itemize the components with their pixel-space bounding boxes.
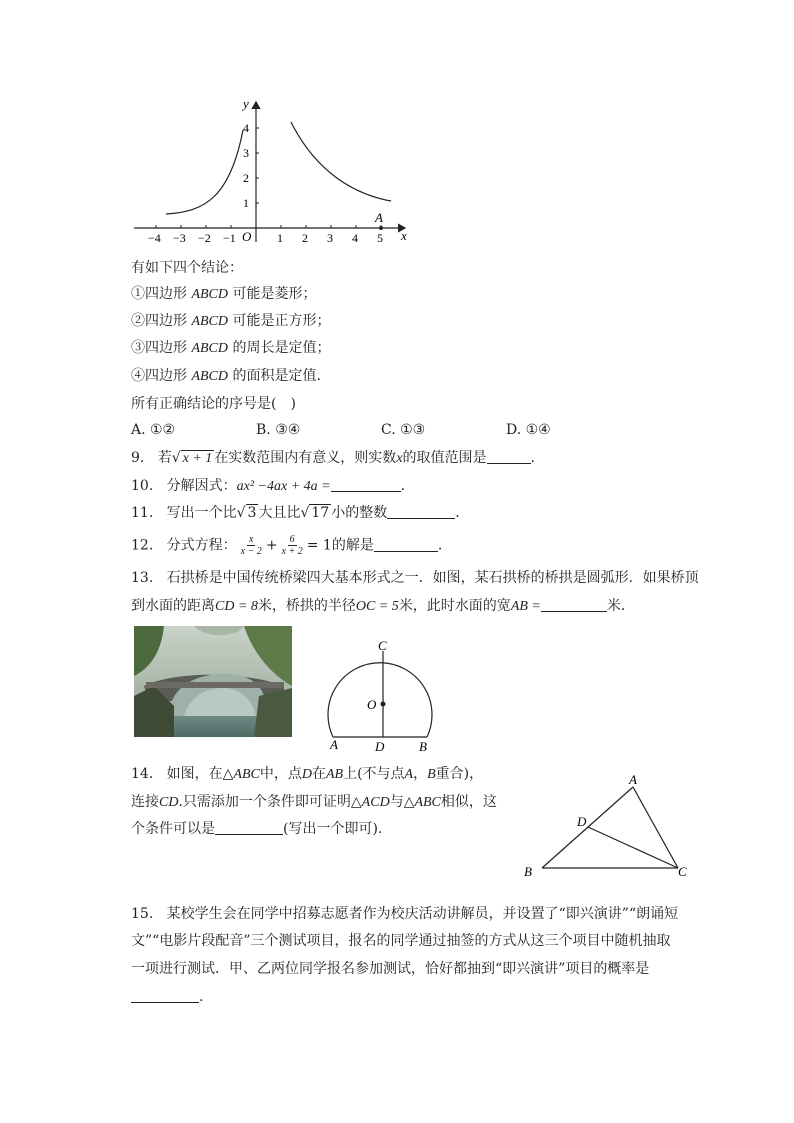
question-14-line-3: 个条件可以是 (写出一个即可). [131, 821, 383, 837]
label-o: O [367, 697, 377, 712]
x-tick-label: 3 [327, 231, 333, 245]
stone-bridge-photo [134, 626, 292, 737]
label-d: D [375, 739, 385, 754]
question-15-line-3: 一项进行测试．甲、乙两位同学报名参加测试，恰好都抽到“即兴演讲”项目的概率是 [131, 961, 650, 977]
label-b: B [419, 739, 427, 754]
question-11: 11. 写出一个比√ 3 大且比√ 17 小的整数 . [131, 505, 460, 521]
segment-cd [588, 827, 678, 868]
y-tick-label: 3 [243, 146, 249, 160]
y-tick-label: 1 [243, 196, 249, 210]
x-tick-label: −3 [173, 231, 186, 245]
x-tick-label: −4 [148, 231, 161, 245]
x-tick-label: −1 [223, 231, 236, 245]
question-10: 10. 分解因式：ax² −4ax + 4a = . [131, 478, 406, 494]
question-14-line-1: 14. 如图，在△ABC中，点D在AB上(不与点A，B重合)， [131, 766, 484, 782]
q8-conclusion-4: ④四边形 ABCD 的面积是定值. [131, 368, 321, 384]
y-tick-label: 4 [243, 121, 249, 135]
question-15-line-2: 文”“电影片段配音”三个测试项目，报名的同学通过抽签的方式从这三个项目中随机抽取 [131, 933, 671, 949]
q8-option-b: B. ③④ [256, 422, 301, 438]
point-a [379, 226, 383, 230]
side-ab [542, 787, 633, 868]
label-a: A [330, 737, 338, 752]
q8-question: 所有正确结论的序号是( ) [131, 396, 296, 412]
question-15-line-4: . [131, 987, 203, 1007]
point-a-label: A [375, 210, 383, 225]
label-a: A [629, 772, 637, 787]
left-branch-curve [166, 130, 243, 214]
y-tick-label: 2 [243, 171, 249, 185]
x-tick-label: 2 [302, 231, 308, 245]
q8-option-d: D. ①④ [506, 422, 551, 438]
triangle-diagram [520, 772, 695, 882]
q8-option-c: C. ①③ [381, 422, 426, 438]
question-13-line-1: 13. 石拱桥是中国传统桥梁四大基本形式之一．如图，某石拱桥的桥拱是圆弧形．如果桥顶 [131, 570, 699, 586]
q8-conclusion-1: ①四边形 ABCD 可能是菱形； [131, 286, 317, 302]
origin-label: O [242, 229, 252, 244]
q8-conclusion-3: ③四边形 ABCD 的周长是定值； [131, 340, 331, 356]
x-tick-label: 5 [377, 231, 383, 245]
x-tick-label: −2 [198, 231, 211, 245]
q8-option-a: A. ①② [131, 422, 176, 438]
question-13-line-2: 到水面的距离CD = 8米，桥拱的半径OC = 5米，此时水面的宽AB = 米． [131, 598, 635, 614]
function-graph [130, 92, 420, 247]
arch-arc [328, 663, 432, 737]
question-15-line-1: 15. 某校学生会在同学中招募志愿者作为校庆活动讲解员，并设置了“即兴演讲”“朗诵短 [131, 906, 679, 922]
arch-diagram [325, 636, 445, 756]
q8-conclusion-2: ②四边形 ABCD 可能是正方形； [131, 313, 331, 329]
label-c: C [378, 638, 387, 653]
question-14-line-2: 连接CD.只需添加一个条件即可证明△ACD与△ABC相似，这 [131, 794, 497, 810]
label-d: D [577, 814, 587, 829]
x-tick-label: 1 [277, 231, 283, 245]
q8-intro: 有如下四个结论： [131, 260, 243, 276]
side-ac [633, 787, 678, 868]
label-c: C [678, 864, 687, 879]
question-12: 12. 分式方程： $\frac{x}{x - 2}$ + $\frac{6}{x + 2}$ = 1的解是 . [131, 534, 443, 557]
y-axis-label: y [243, 96, 249, 111]
x-axis-label: x [401, 228, 407, 243]
label-b: B [524, 864, 532, 879]
center-o [381, 702, 386, 707]
question-9: 9. 若√ x + 1 在实数范围内有意义，则实数x的取值范围是 . [131, 450, 535, 466]
y-ticks [243, 121, 259, 210]
right-branch-curve [291, 122, 391, 201]
x-tick-label: 4 [352, 231, 358, 245]
